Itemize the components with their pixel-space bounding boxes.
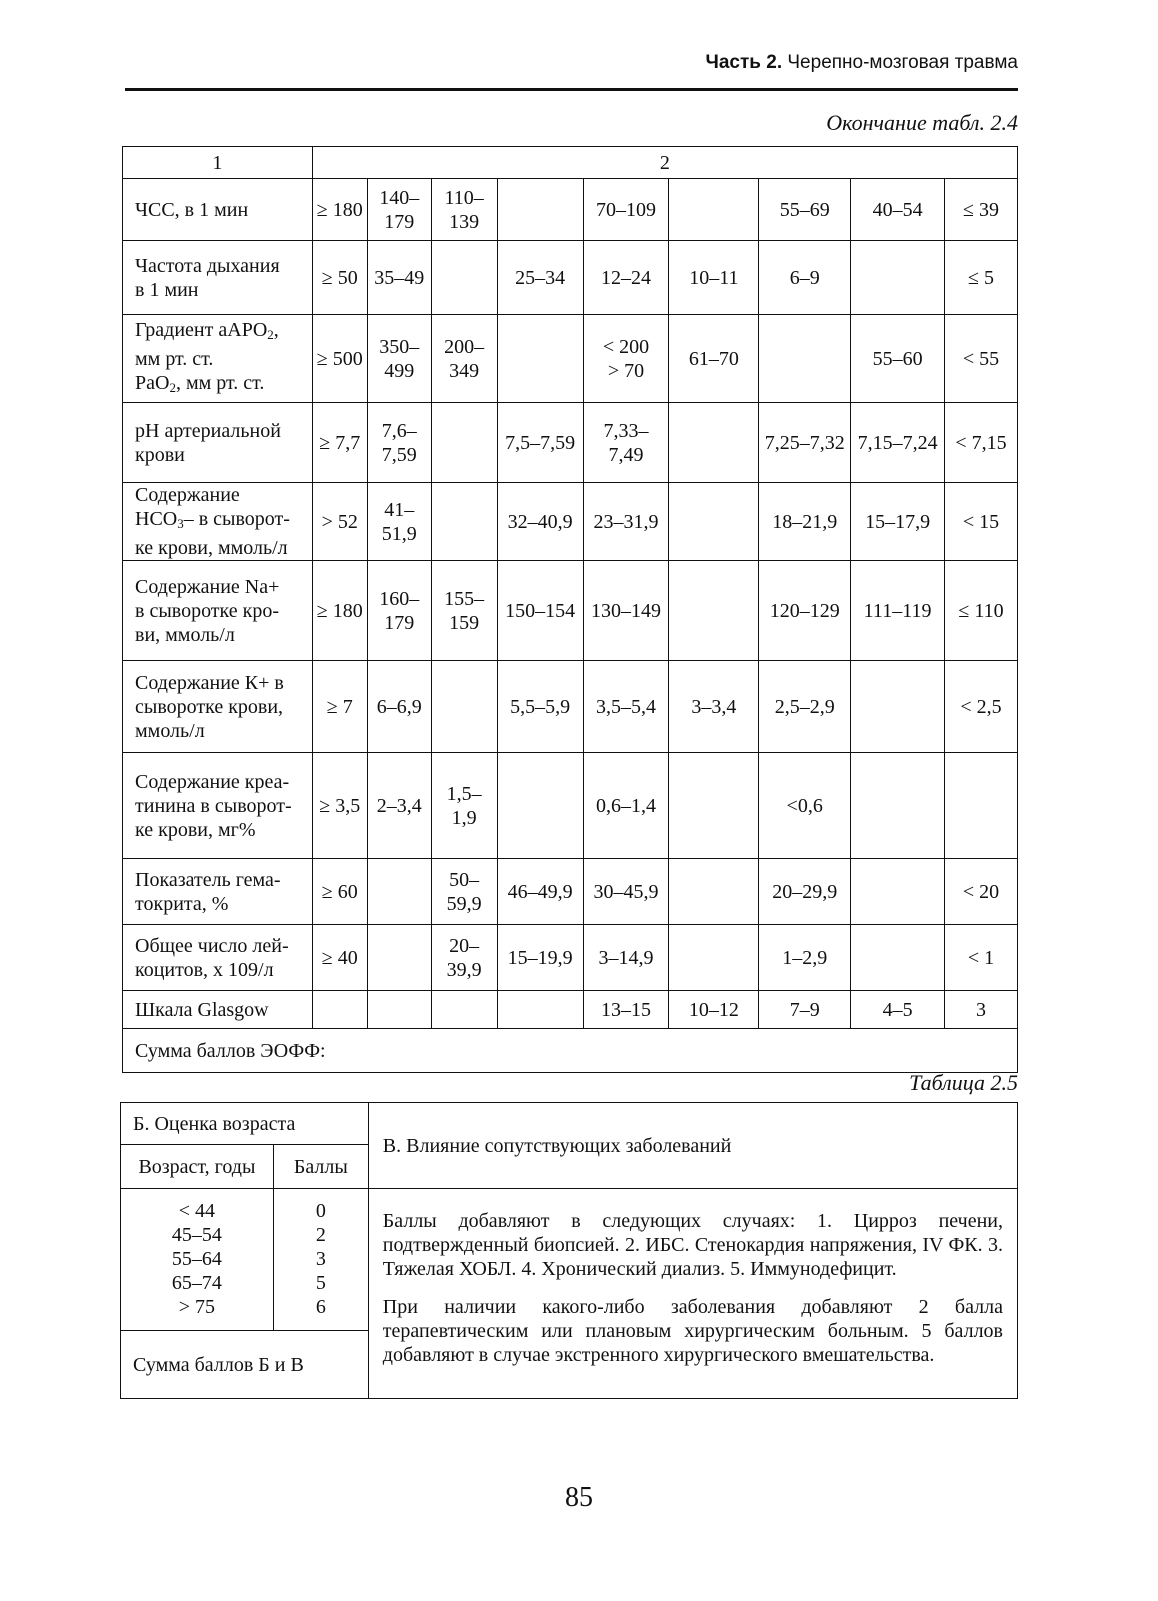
points-values: 0 2 3 5 6 (273, 1189, 368, 1331)
table-cell (851, 753, 945, 859)
table-cell: 1–2,9 (759, 925, 851, 991)
table-cell: 350– 499 (367, 315, 431, 403)
table-cell: 10–11 (669, 241, 759, 315)
label-part: – в сыворот- ке крови, ммоль/л (135, 508, 290, 559)
table-cell: ≥ 500 (312, 315, 367, 403)
table-row (123, 561, 1018, 661)
running-head (125, 52, 1018, 74)
comorbidity-section-title: В. Влияние сопутствующих заболеваний (368, 1103, 1017, 1189)
table-cell: 50– 59,9 (431, 859, 497, 925)
table-cell: 32–40,9 (497, 483, 583, 561)
table-cell: 7,5–7,59 (497, 403, 583, 483)
table-cell (367, 925, 431, 991)
age-comorbidity-table (120, 1102, 1018, 1399)
table-cell: 3–3,4 (669, 661, 759, 753)
table-cell: 35–49 (367, 241, 431, 315)
table-cell: 3 (945, 991, 1018, 1029)
table-cell: 2–3,4 (367, 753, 431, 859)
table-cell: 2,5–2,9 (759, 661, 851, 753)
table-cell: 0,6–1,4 (583, 753, 669, 859)
table-cell (669, 561, 759, 661)
table-cell: 3–14,9 (583, 925, 669, 991)
subscript: 3 (177, 516, 184, 531)
row-label: Показатель гема- токрита, % (123, 859, 313, 925)
table-caption: Окончание табл. 2.4 (826, 110, 1018, 135)
subscript: 2 (169, 379, 176, 395)
table-cell: 40–54 (851, 179, 945, 241)
table-cell: ≥ 180 (312, 179, 367, 241)
points-column-header: Баллы (273, 1145, 368, 1189)
row-label (123, 315, 313, 403)
table-row (123, 753, 1018, 859)
table-cell: 30–45,9 (583, 859, 669, 925)
row-label: ЧСС, в 1 мин (123, 179, 313, 241)
table-cell (431, 483, 497, 561)
table-cell: 130–149 (583, 561, 669, 661)
table-cell: < 20 (945, 859, 1018, 925)
table-cell: 140– 179 (367, 179, 431, 241)
comorbidity-paragraph: Баллы добавляют в следующих случаях: 1. Цирроз печени, подтвержденный биопсией. 2. ИБС. Стенокардия напряжения, IV ФК. 3. Тяжелая ХОБЛ. 4. Хронический диализ. 5. Иммунодефицит. (382, 1210, 1003, 1280)
table-row (123, 859, 1018, 925)
table-cell (669, 179, 759, 241)
table-cell (431, 403, 497, 483)
table-cell: 7–9 (759, 991, 851, 1029)
table-cell: 200– 349 (431, 315, 497, 403)
row-label: Содержание креа- тинина в сыворот- ке крови, мг% (123, 753, 313, 859)
part-number: Часть 2. (705, 52, 783, 73)
label-part: , мм рт. ст. (175, 371, 265, 394)
row-label (123, 483, 313, 561)
table-cell (851, 241, 945, 315)
table-cell: 7,33– 7,49 (583, 403, 669, 483)
table-cell: ≤ 110 (945, 561, 1018, 661)
table-cell: 20– 39,9 (431, 925, 497, 991)
row-label: pH артериальной крови (123, 403, 313, 483)
table-cell: ≥ 7 (312, 661, 367, 753)
table-cell: ≥ 50 (312, 241, 367, 315)
table-cell (431, 661, 497, 753)
row-label: Частота дыхания в 1 мин (123, 241, 313, 315)
age-values: < 44 45–54 55–64 65–74 > 75 (121, 1189, 274, 1331)
row-label: Шкала Glasgow (123, 991, 313, 1029)
table-cell: 12–24 (583, 241, 669, 315)
table-cell (497, 753, 583, 859)
part-title: Черепно-мозговая травма (787, 52, 1018, 73)
table-cell: 3,5–5,4 (583, 661, 669, 753)
table-cell: 23–31,9 (583, 483, 669, 561)
table-cell: ≤ 5 (945, 241, 1018, 315)
table-cell: 61–70 (669, 315, 759, 403)
table-cell (669, 483, 759, 561)
table-cell: < 1 (945, 925, 1018, 991)
table-cell: < 55 (945, 315, 1018, 403)
table-cell (431, 241, 497, 315)
table-cell (669, 859, 759, 925)
table-cell: 25–34 (497, 241, 583, 315)
table-cell: 7,6– 7,59 (367, 403, 431, 483)
table-cell: 18–21,9 (759, 483, 851, 561)
table-cell: 46–49,9 (497, 859, 583, 925)
table-cell (851, 661, 945, 753)
comorbidity-paragraph: При наличии какого-либо заболевания добавляют 2 балла терапевтическим или плановым хирургическим больным. 5 баллов добавляют в случае экстренного хирургического вмешательства. (382, 1296, 1003, 1366)
table-row (123, 179, 1018, 241)
table-cell: ≥ 40 (312, 925, 367, 991)
table-cell: 41– 51,9 (367, 483, 431, 561)
table-cell: < 7,15 (945, 403, 1018, 483)
table-cell: 15–19,9 (497, 925, 583, 991)
sum-label: Сумма баллов Б и В (121, 1331, 369, 1399)
table-cell (851, 925, 945, 991)
table-cell (669, 403, 759, 483)
severity-table (122, 146, 1018, 1073)
row-label: Содержание Na+ в сыворотке кро- ви, ммоль/л (123, 561, 313, 661)
table-row (123, 991, 1018, 1029)
table-cell: < 2,5 (945, 661, 1018, 753)
table-cell: ≤ 39 (945, 179, 1018, 241)
table-cell (312, 991, 367, 1029)
label-part: Содержание HCO (135, 484, 240, 530)
table-cell: 7,25–7,32 (759, 403, 851, 483)
table-row (123, 483, 1018, 561)
table-cell: 110– 139 (431, 179, 497, 241)
table-cell: 70–109 (583, 179, 669, 241)
table-cell: 1,5–1,9 (431, 753, 497, 859)
table-cell: 155– 159 (431, 561, 497, 661)
table-cell: 120–129 (759, 561, 851, 661)
table-cell: 5,5–5,9 (497, 661, 583, 753)
table-row (123, 403, 1018, 483)
table-cell: < 200 > 70 (583, 315, 669, 403)
table-cell: 55–60 (851, 315, 945, 403)
table-cell: > 52 (312, 483, 367, 561)
table-caption: Таблица 2.5 (909, 1070, 1018, 1095)
table-row (123, 241, 1018, 315)
label-part: Градиент aAPO (135, 318, 268, 341)
column-header: 2 (312, 147, 1017, 179)
row-label: Содержание К+ в сыворотке крови, ммоль/л (123, 661, 313, 753)
table-cell: ≥ 60 (312, 859, 367, 925)
table-cell: 150–154 (497, 561, 583, 661)
table-cell: 7,15–7,24 (851, 403, 945, 483)
table-cell: 15–17,9 (851, 483, 945, 561)
table-cell: 111–119 (851, 561, 945, 661)
column-header: 1 (123, 147, 313, 179)
table-cell (367, 859, 431, 925)
table-cell (497, 315, 583, 403)
table-row (123, 315, 1018, 403)
table-cell: <0,6 (759, 753, 851, 859)
table-cell: ≥ 3,5 (312, 753, 367, 859)
table-cell: 10–12 (669, 991, 759, 1029)
subscript: 2 (267, 326, 274, 342)
comorbidity-text (368, 1189, 1017, 1399)
table-cell: < 15 (945, 483, 1018, 561)
table-row (123, 661, 1018, 753)
table-cell: 6–9 (759, 241, 851, 315)
table-cell: 13–15 (583, 991, 669, 1029)
table-cell (497, 991, 583, 1029)
table-cell: 4–5 (851, 991, 945, 1029)
row-label: Общее число лей- коцитов, х 109/л (123, 925, 313, 991)
table-cell (497, 179, 583, 241)
table-cell: 160– 179 (367, 561, 431, 661)
table-cell: ≥ 7,7 (312, 403, 367, 483)
table-cell (759, 315, 851, 403)
table-cell (851, 859, 945, 925)
table-cell: 55–69 (759, 179, 851, 241)
table-cell (669, 753, 759, 859)
table-cell: ≥ 180 (312, 561, 367, 661)
label-part: , мм рт. ст. PaO (135, 318, 279, 394)
table-row (123, 925, 1018, 991)
header-rule (125, 88, 1018, 91)
table-cell (945, 753, 1018, 859)
table-cell: 20–29,9 (759, 859, 851, 925)
table-cell (367, 991, 431, 1029)
page-number: 85 (565, 1482, 593, 1513)
table-cell: 6–6,9 (367, 661, 431, 753)
sum-label: Сумма баллов ЭОФФ: (123, 1029, 1018, 1073)
table-cell (669, 925, 759, 991)
table-cell (431, 991, 497, 1029)
age-column-header: Возраст, годы (121, 1145, 274, 1189)
sum-row (123, 1029, 1018, 1073)
age-section-title: Б. Оценка возраста (121, 1103, 369, 1145)
